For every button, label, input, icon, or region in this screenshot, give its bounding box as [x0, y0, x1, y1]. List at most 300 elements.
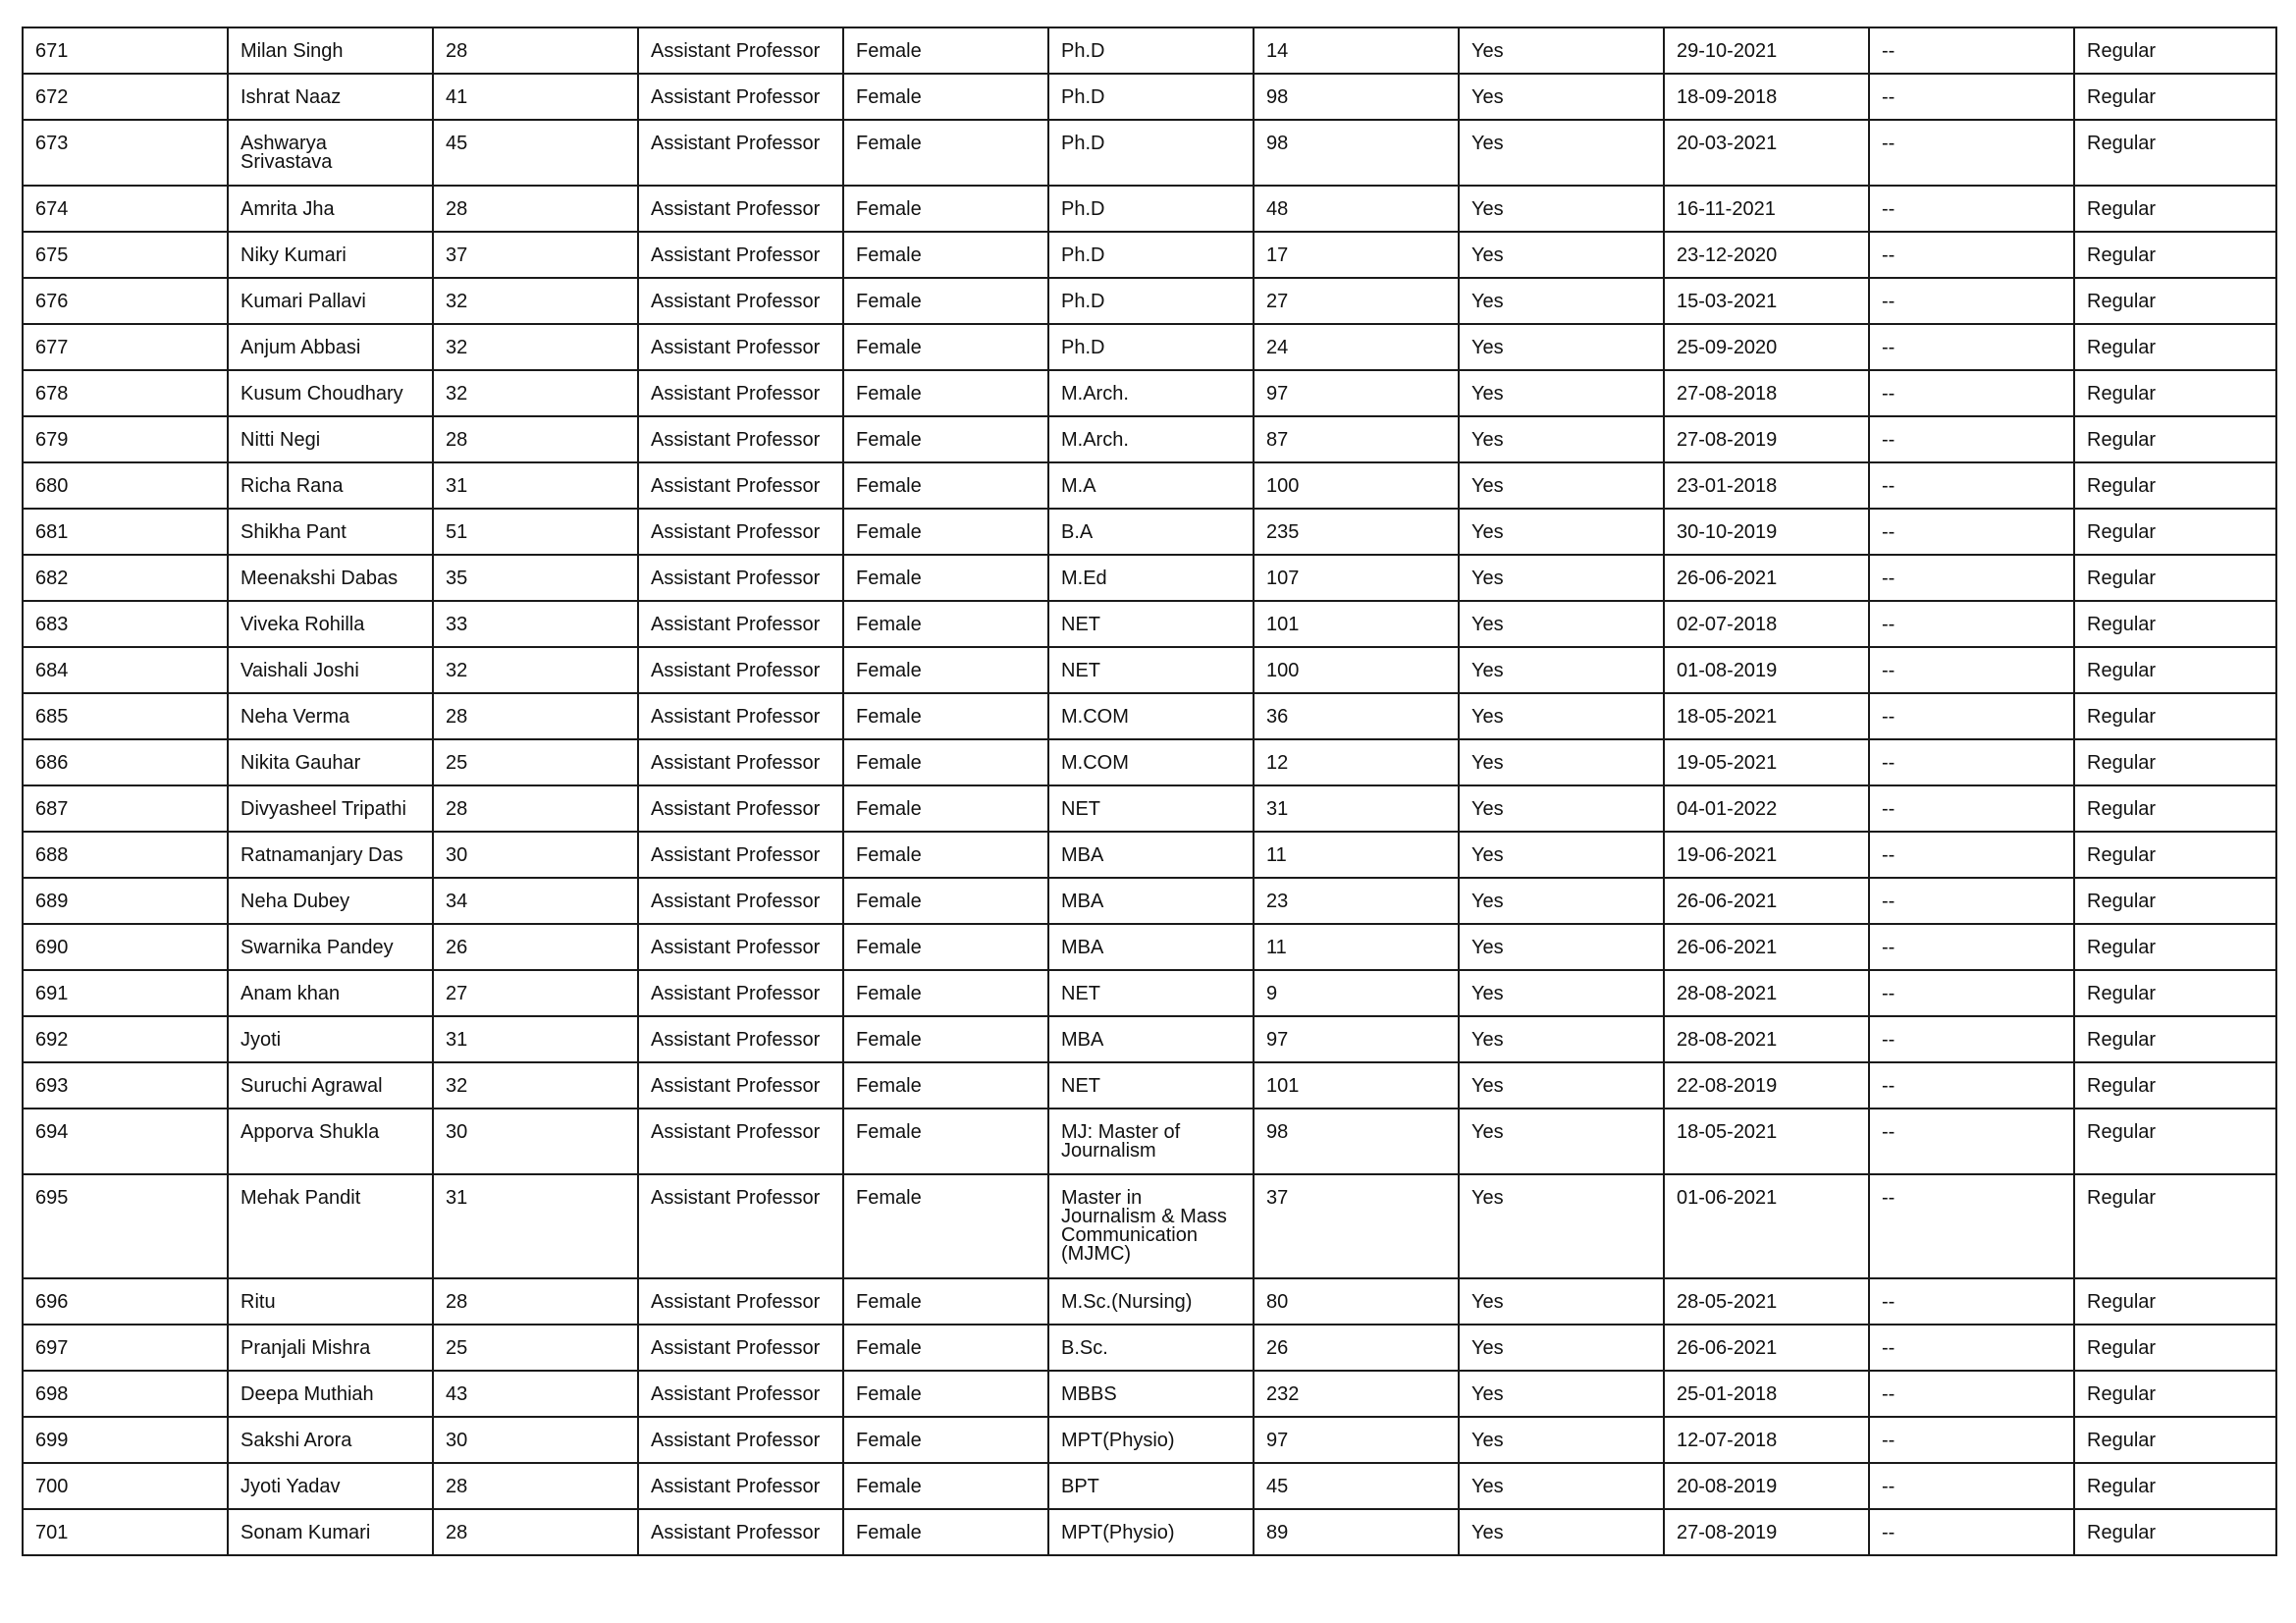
cell-yes-no: Yes — [1459, 924, 1664, 970]
table-row — [23, 647, 2276, 693]
cell-gender: Female — [843, 1325, 1048, 1371]
cell-qualification: M.COM — [1048, 693, 1254, 739]
cell-yes-no: Yes — [1459, 278, 1664, 324]
cell-qualification: Master in Journalism & Mass Communication (MJMC) — [1048, 1174, 1254, 1278]
cell-serial-number: 688 — [23, 832, 228, 878]
cell-yes-no: Yes — [1459, 1463, 1664, 1509]
cell-designation: Assistant Professor — [638, 647, 843, 693]
cell-qualification: B.A — [1048, 509, 1254, 555]
table-row — [23, 232, 2276, 278]
cell-name: Viveka Rohilla — [228, 601, 433, 647]
cell-gender: Female — [843, 601, 1048, 647]
cell-designation: Assistant Professor — [638, 370, 843, 416]
cell-designation: Assistant Professor — [638, 785, 843, 832]
cell-qualification: NET — [1048, 1062, 1254, 1109]
cell-gender: Female — [843, 1174, 1048, 1278]
cell-age: 28 — [433, 1463, 638, 1509]
cell-age: 30 — [433, 1417, 638, 1463]
cell-serial-number: 701 — [23, 1509, 228, 1555]
cell-designation: Assistant Professor — [638, 1325, 843, 1371]
cell-joining-date: 15-03-2021 — [1664, 278, 1869, 324]
cell-joining-date: 18-05-2021 — [1664, 1109, 1869, 1174]
cell-yes-no: Yes — [1459, 324, 1664, 370]
cell-remarks: -- — [1869, 647, 2074, 693]
cell-serial-number: 692 — [23, 1016, 228, 1062]
cell-joining-date: 28-08-2021 — [1664, 1016, 1869, 1062]
cell-gender: Female — [843, 509, 1048, 555]
cell-name: Richa Rana — [228, 462, 433, 509]
cell-age: 28 — [433, 416, 638, 462]
table-row — [23, 601, 2276, 647]
cell-designation: Assistant Professor — [638, 74, 843, 120]
cell-serial-number: 697 — [23, 1325, 228, 1371]
cell-qualification: Ph.D — [1048, 232, 1254, 278]
cell-experience: 101 — [1254, 1062, 1459, 1109]
cell-age: 32 — [433, 1062, 638, 1109]
cell-yes-no: Yes — [1459, 970, 1664, 1016]
cell-age: 31 — [433, 462, 638, 509]
cell-joining-date: 28-05-2021 — [1664, 1278, 1869, 1325]
cell-name: Anjum Abbasi — [228, 324, 433, 370]
cell-status: Regular — [2074, 1062, 2276, 1109]
cell-gender: Female — [843, 278, 1048, 324]
cell-age: 34 — [433, 878, 638, 924]
cell-experience: 48 — [1254, 186, 1459, 232]
cell-yes-no: Yes — [1459, 1417, 1664, 1463]
cell-status: Regular — [2074, 232, 2276, 278]
table-row — [23, 1325, 2276, 1371]
cell-status: Regular — [2074, 27, 2276, 74]
cell-gender: Female — [843, 416, 1048, 462]
cell-qualification: M.A — [1048, 462, 1254, 509]
cell-remarks: -- — [1869, 1278, 2074, 1325]
cell-joining-date: 23-12-2020 — [1664, 232, 1869, 278]
cell-status: Regular — [2074, 1325, 2276, 1371]
cell-serial-number: 679 — [23, 416, 228, 462]
cell-remarks: -- — [1869, 186, 2074, 232]
cell-serial-number: 681 — [23, 509, 228, 555]
table-row — [23, 1016, 2276, 1062]
cell-status: Regular — [2074, 693, 2276, 739]
cell-name: Sonam Kumari — [228, 1509, 433, 1555]
cell-experience: 101 — [1254, 601, 1459, 647]
cell-status: Regular — [2074, 970, 2276, 1016]
cell-experience: 80 — [1254, 1278, 1459, 1325]
cell-status: Regular — [2074, 416, 2276, 462]
table-row — [23, 186, 2276, 232]
cell-name: Apporva Shukla — [228, 1109, 433, 1174]
cell-age: 28 — [433, 1278, 638, 1325]
cell-name: Ishrat Naaz — [228, 74, 433, 120]
cell-yes-no: Yes — [1459, 1062, 1664, 1109]
cell-age: 33 — [433, 601, 638, 647]
cell-joining-date: 30-10-2019 — [1664, 509, 1869, 555]
cell-qualification: M.Arch. — [1048, 416, 1254, 462]
table-row — [23, 27, 2276, 74]
cell-name: Jyoti — [228, 1016, 433, 1062]
cell-joining-date: 26-06-2021 — [1664, 555, 1869, 601]
cell-qualification: MBA — [1048, 924, 1254, 970]
cell-joining-date: 02-07-2018 — [1664, 601, 1869, 647]
cell-serial-number: 674 — [23, 186, 228, 232]
cell-designation: Assistant Professor — [638, 1109, 843, 1174]
cell-name: Nitti Negi — [228, 416, 433, 462]
cell-age: 37 — [433, 232, 638, 278]
cell-age: 32 — [433, 647, 638, 693]
cell-joining-date: 18-09-2018 — [1664, 74, 1869, 120]
cell-experience: 26 — [1254, 1325, 1459, 1371]
cell-designation: Assistant Professor — [638, 832, 843, 878]
cell-experience: 36 — [1254, 693, 1459, 739]
cell-experience: 11 — [1254, 832, 1459, 878]
cell-age: 41 — [433, 74, 638, 120]
cell-yes-no: Yes — [1459, 186, 1664, 232]
cell-age: 28 — [433, 1509, 638, 1555]
cell-qualification: M.Arch. — [1048, 370, 1254, 416]
cell-yes-no: Yes — [1459, 878, 1664, 924]
cell-name: Ritu — [228, 1278, 433, 1325]
cell-remarks: -- — [1869, 878, 2074, 924]
cell-experience: 37 — [1254, 1174, 1459, 1278]
table-row — [23, 970, 2276, 1016]
cell-designation: Assistant Professor — [638, 278, 843, 324]
cell-qualification: MBA — [1048, 1016, 1254, 1062]
cell-qualification: MPT(Physio) — [1048, 1509, 1254, 1555]
cell-remarks: -- — [1869, 832, 2074, 878]
cell-yes-no: Yes — [1459, 785, 1664, 832]
cell-gender: Female — [843, 1016, 1048, 1062]
cell-serial-number: 672 — [23, 74, 228, 120]
table-row — [23, 1174, 2276, 1278]
cell-experience: 11 — [1254, 924, 1459, 970]
cell-gender: Female — [843, 324, 1048, 370]
cell-designation: Assistant Professor — [638, 970, 843, 1016]
cell-designation: Assistant Professor — [638, 324, 843, 370]
cell-designation: Assistant Professor — [638, 1371, 843, 1417]
cell-name: Shikha Pant — [228, 509, 433, 555]
cell-gender: Female — [843, 832, 1048, 878]
table-row — [23, 1509, 2276, 1555]
cell-age: 25 — [433, 739, 638, 785]
cell-status: Regular — [2074, 1463, 2276, 1509]
cell-name: Mehak Pandit — [228, 1174, 433, 1278]
table-row — [23, 1463, 2276, 1509]
cell-serial-number: 694 — [23, 1109, 228, 1174]
cell-status: Regular — [2074, 1417, 2276, 1463]
cell-gender: Female — [843, 924, 1048, 970]
cell-qualification: NET — [1048, 647, 1254, 693]
cell-joining-date: 23-01-2018 — [1664, 462, 1869, 509]
cell-serial-number: 675 — [23, 232, 228, 278]
cell-status: Regular — [2074, 1109, 2276, 1174]
cell-remarks: -- — [1869, 1325, 2074, 1371]
cell-gender: Female — [843, 1278, 1048, 1325]
cell-age: 45 — [433, 120, 638, 186]
cell-experience: 97 — [1254, 370, 1459, 416]
cell-remarks: -- — [1869, 601, 2074, 647]
cell-experience: 31 — [1254, 785, 1459, 832]
cell-status: Regular — [2074, 601, 2276, 647]
cell-serial-number: 676 — [23, 278, 228, 324]
cell-name: Pranjali Mishra — [228, 1325, 433, 1371]
cell-name: Swarnika Pandey — [228, 924, 433, 970]
cell-joining-date: 26-06-2021 — [1664, 924, 1869, 970]
cell-yes-no: Yes — [1459, 416, 1664, 462]
cell-name: Suruchi Agrawal — [228, 1062, 433, 1109]
cell-joining-date: 29-10-2021 — [1664, 27, 1869, 74]
cell-status: Regular — [2074, 1016, 2276, 1062]
cell-designation: Assistant Professor — [638, 1278, 843, 1325]
cell-joining-date: 28-08-2021 — [1664, 970, 1869, 1016]
cell-age: 28 — [433, 785, 638, 832]
cell-joining-date: 20-03-2021 — [1664, 120, 1869, 186]
cell-serial-number: 687 — [23, 785, 228, 832]
cell-serial-number: 677 — [23, 324, 228, 370]
table-row — [23, 1371, 2276, 1417]
cell-remarks: -- — [1869, 739, 2074, 785]
cell-designation: Assistant Professor — [638, 924, 843, 970]
cell-remarks: -- — [1869, 232, 2074, 278]
cell-status: Regular — [2074, 1371, 2276, 1417]
cell-serial-number: 700 — [23, 1463, 228, 1509]
table-row — [23, 1109, 2276, 1174]
cell-joining-date: 27-08-2019 — [1664, 1509, 1869, 1555]
cell-joining-date: 19-06-2021 — [1664, 832, 1869, 878]
cell-remarks: -- — [1869, 74, 2074, 120]
cell-joining-date: 20-08-2019 — [1664, 1463, 1869, 1509]
cell-remarks: -- — [1869, 1174, 2074, 1278]
cell-name: Deepa Muthiah — [228, 1371, 433, 1417]
cell-qualification: Ph.D — [1048, 278, 1254, 324]
cell-yes-no: Yes — [1459, 647, 1664, 693]
cell-age: 26 — [433, 924, 638, 970]
cell-gender: Female — [843, 370, 1048, 416]
cell-designation: Assistant Professor — [638, 509, 843, 555]
cell-joining-date: 26-06-2021 — [1664, 878, 1869, 924]
cell-age: 32 — [433, 278, 638, 324]
cell-yes-no: Yes — [1459, 1509, 1664, 1555]
cell-experience: 98 — [1254, 1109, 1459, 1174]
cell-yes-no: Yes — [1459, 1325, 1664, 1371]
cell-serial-number: 698 — [23, 1371, 228, 1417]
cell-qualification: NET — [1048, 970, 1254, 1016]
cell-serial-number: 685 — [23, 693, 228, 739]
cell-remarks: -- — [1869, 555, 2074, 601]
cell-designation: Assistant Professor — [638, 1016, 843, 1062]
cell-status: Regular — [2074, 924, 2276, 970]
cell-serial-number: 699 — [23, 1417, 228, 1463]
cell-status: Regular — [2074, 370, 2276, 416]
cell-gender: Female — [843, 1062, 1048, 1109]
cell-serial-number: 686 — [23, 739, 228, 785]
cell-status: Regular — [2074, 120, 2276, 186]
cell-designation: Assistant Professor — [638, 186, 843, 232]
table-row — [23, 878, 2276, 924]
cell-name: Vaishali Joshi — [228, 647, 433, 693]
cell-gender: Female — [843, 878, 1048, 924]
cell-gender: Female — [843, 462, 1048, 509]
cell-yes-no: Yes — [1459, 370, 1664, 416]
table-row — [23, 278, 2276, 324]
cell-yes-no: Yes — [1459, 27, 1664, 74]
cell-joining-date: 16-11-2021 — [1664, 186, 1869, 232]
cell-yes-no: Yes — [1459, 120, 1664, 186]
cell-remarks: -- — [1869, 693, 2074, 739]
cell-experience: 97 — [1254, 1016, 1459, 1062]
cell-experience: 235 — [1254, 509, 1459, 555]
cell-age: 35 — [433, 555, 638, 601]
cell-designation: Assistant Professor — [638, 120, 843, 186]
cell-gender: Female — [843, 693, 1048, 739]
cell-designation: Assistant Professor — [638, 878, 843, 924]
cell-name: Kumari Pallavi — [228, 278, 433, 324]
cell-designation: Assistant Professor — [638, 27, 843, 74]
cell-experience: 98 — [1254, 74, 1459, 120]
cell-serial-number: 671 — [23, 27, 228, 74]
cell-yes-no: Yes — [1459, 555, 1664, 601]
cell-gender: Female — [843, 27, 1048, 74]
cell-experience: 100 — [1254, 647, 1459, 693]
cell-serial-number: 695 — [23, 1174, 228, 1278]
cell-age: 28 — [433, 693, 638, 739]
cell-serial-number: 683 — [23, 601, 228, 647]
table-row — [23, 74, 2276, 120]
cell-experience: 23 — [1254, 878, 1459, 924]
cell-remarks: -- — [1869, 1509, 2074, 1555]
cell-designation: Assistant Professor — [638, 1062, 843, 1109]
cell-qualification: M.Sc.(Nursing) — [1048, 1278, 1254, 1325]
cell-name: Amrita Jha — [228, 186, 433, 232]
cell-yes-no: Yes — [1459, 1371, 1664, 1417]
cell-yes-no: Yes — [1459, 1016, 1664, 1062]
cell-name: Divyasheel Tripathi — [228, 785, 433, 832]
cell-status: Regular — [2074, 1278, 2276, 1325]
cell-joining-date: 04-01-2022 — [1664, 785, 1869, 832]
cell-yes-no: Yes — [1459, 1278, 1664, 1325]
cell-remarks: -- — [1869, 120, 2074, 186]
cell-remarks: -- — [1869, 278, 2074, 324]
cell-serial-number: 689 — [23, 878, 228, 924]
cell-yes-no: Yes — [1459, 739, 1664, 785]
cell-remarks: -- — [1869, 324, 2074, 370]
cell-designation: Assistant Professor — [638, 462, 843, 509]
cell-yes-no: Yes — [1459, 509, 1664, 555]
cell-experience: 100 — [1254, 462, 1459, 509]
cell-qualification: NET — [1048, 601, 1254, 647]
cell-experience: 24 — [1254, 324, 1459, 370]
cell-experience: 89 — [1254, 1509, 1459, 1555]
cell-remarks: -- — [1869, 462, 2074, 509]
cell-remarks: -- — [1869, 509, 2074, 555]
cell-remarks: -- — [1869, 1371, 2074, 1417]
cell-name: Anam khan — [228, 970, 433, 1016]
cell-experience: 45 — [1254, 1463, 1459, 1509]
cell-experience: 87 — [1254, 416, 1459, 462]
table-row — [23, 1278, 2276, 1325]
cell-status: Regular — [2074, 878, 2276, 924]
cell-gender: Female — [843, 232, 1048, 278]
cell-age: 51 — [433, 509, 638, 555]
cell-experience: 9 — [1254, 970, 1459, 1016]
table-row — [23, 555, 2276, 601]
cell-qualification: MBA — [1048, 878, 1254, 924]
cell-joining-date: 01-08-2019 — [1664, 647, 1869, 693]
cell-gender: Female — [843, 1371, 1048, 1417]
cell-name: Neha Verma — [228, 693, 433, 739]
table-row — [23, 416, 2276, 462]
cell-joining-date: 19-05-2021 — [1664, 739, 1869, 785]
cell-qualification: MBA — [1048, 832, 1254, 878]
cell-name: Jyoti Yadav — [228, 1463, 433, 1509]
cell-experience: 98 — [1254, 120, 1459, 186]
cell-designation: Assistant Professor — [638, 1417, 843, 1463]
cell-qualification: Ph.D — [1048, 186, 1254, 232]
cell-qualification: Ph.D — [1048, 27, 1254, 74]
cell-remarks: -- — [1869, 970, 2074, 1016]
cell-remarks: -- — [1869, 370, 2074, 416]
cell-qualification: M.Ed — [1048, 555, 1254, 601]
cell-status: Regular — [2074, 278, 2276, 324]
cell-status: Regular — [2074, 462, 2276, 509]
cell-gender: Female — [843, 785, 1048, 832]
cell-gender: Female — [843, 74, 1048, 120]
cell-serial-number: 680 — [23, 462, 228, 509]
cell-joining-date: 26-06-2021 — [1664, 1325, 1869, 1371]
cell-age: 32 — [433, 324, 638, 370]
cell-remarks: -- — [1869, 924, 2074, 970]
cell-yes-no: Yes — [1459, 74, 1664, 120]
cell-yes-no: Yes — [1459, 1109, 1664, 1174]
cell-qualification: M.COM — [1048, 739, 1254, 785]
cell-gender: Female — [843, 970, 1048, 1016]
cell-joining-date: 25-09-2020 — [1664, 324, 1869, 370]
cell-status: Regular — [2074, 509, 2276, 555]
cell-age: 30 — [433, 1109, 638, 1174]
cell-yes-no: Yes — [1459, 832, 1664, 878]
cell-status: Regular — [2074, 324, 2276, 370]
table-row — [23, 924, 2276, 970]
cell-designation: Assistant Professor — [638, 693, 843, 739]
cell-yes-no: Yes — [1459, 1174, 1664, 1278]
cell-experience: 107 — [1254, 555, 1459, 601]
cell-serial-number: 682 — [23, 555, 228, 601]
cell-age: 31 — [433, 1016, 638, 1062]
cell-age: 25 — [433, 1325, 638, 1371]
table-body — [23, 27, 2276, 1555]
cell-status: Regular — [2074, 555, 2276, 601]
cell-joining-date: 27-08-2019 — [1664, 416, 1869, 462]
cell-name: Niky Kumari — [228, 232, 433, 278]
cell-remarks: -- — [1869, 1062, 2074, 1109]
cell-gender: Female — [843, 186, 1048, 232]
cell-qualification: BPT — [1048, 1463, 1254, 1509]
cell-age: 27 — [433, 970, 638, 1016]
cell-status: Regular — [2074, 1509, 2276, 1555]
cell-name: Meenakshi Dabas — [228, 555, 433, 601]
cell-experience: 17 — [1254, 232, 1459, 278]
cell-gender: Female — [843, 120, 1048, 186]
cell-serial-number: 693 — [23, 1062, 228, 1109]
cell-remarks: -- — [1869, 1463, 2074, 1509]
cell-joining-date: 12-07-2018 — [1664, 1417, 1869, 1463]
cell-yes-no: Yes — [1459, 232, 1664, 278]
table-row — [23, 324, 2276, 370]
cell-yes-no: Yes — [1459, 693, 1664, 739]
cell-serial-number: 678 — [23, 370, 228, 416]
cell-status: Regular — [2074, 832, 2276, 878]
cell-yes-no: Yes — [1459, 462, 1664, 509]
table-row — [23, 832, 2276, 878]
